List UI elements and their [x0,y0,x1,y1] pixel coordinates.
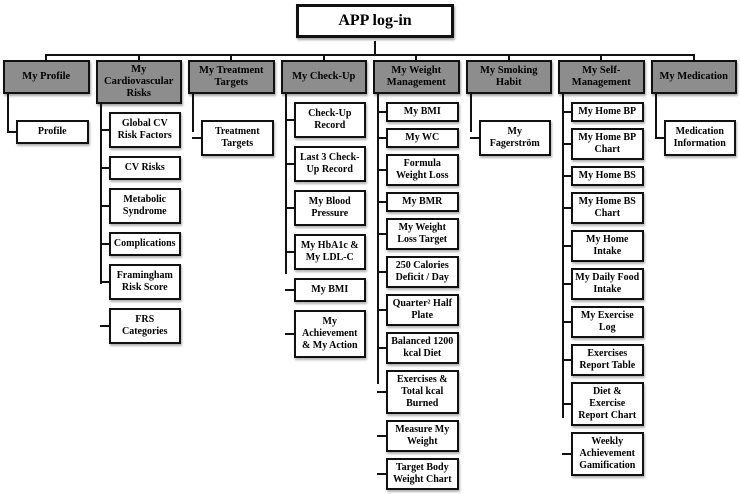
node-my-weight-management-8: Exercises & Total kcal Burned [386,370,459,414]
node-my-weight-management-4: My Weight Loss Target [386,218,459,250]
node-my-self-management-3: My Home BS Chart [571,192,644,224]
node-my-cardiovascular-risks-4: Framingham Risk Score [109,264,182,300]
node-my-self-management-9: Weekly Achievement Gamification [571,432,644,476]
header-my-profile: My Profile [3,60,90,94]
node-my-check-up-3: My HbA1c & My LDL-C [294,234,367,270]
header-my-treatment-targets: My Treatment Targets [188,60,275,94]
node-my-self-management-8: Diet & Exercise Report Chart [571,382,644,426]
header-my-cardiovascular-risks: My Cardiovascular Risks [96,60,183,104]
connector-spine [100,104,102,284]
node-my-self-management-1: My Home BP Chart [571,128,644,160]
node-my-treatment-targets-0: Treatment Targets [201,120,274,156]
branch-my-cardiovascular-risks [96,60,183,494]
node-my-profile-0: Profile [16,120,89,144]
header-my-weight-management: My Weight Management [373,60,460,94]
root-node-app-login: APP log-in [296,4,454,38]
header-my-smoking-habit: My Smoking Habit [466,60,553,94]
node-my-self-management-4: My Home Intake [571,230,644,262]
node-my-weight-management-7: Balanced 1200 kcal Diet [386,332,459,364]
node-my-self-management-0: My Home BP [571,102,644,122]
node-my-check-up-5: My Achievement & My Action [294,310,367,358]
node-my-cardiovascular-risks-5: FRS Categories [109,308,182,344]
branch-my-weight-management [373,60,460,494]
connector-spine [192,94,194,132]
connector-top-horizontal-line [46,54,694,56]
children-my-self-management [571,94,645,476]
connector-spine [655,94,657,138]
connector-spine [285,94,287,274]
node-my-weight-management-2: Formula Weight Loss [386,154,459,186]
node-my-check-up-4: My BMI [294,278,367,302]
connector-root-stub [374,41,376,55]
node-my-smoking-habit-0: My Fagerström [479,120,552,156]
node-my-medication-0: Medication Information [664,120,737,156]
children-my-weight-management [386,94,460,490]
branch-my-smoking-habit [466,60,553,494]
children-my-medication [664,94,738,156]
node-my-self-management-2: My Home BS [571,166,644,186]
connector-spine [7,94,9,132]
node-my-check-up-1: Last 3 Check-Up Record [294,146,367,182]
children-my-cardiovascular-risks [109,104,183,344]
node-my-self-management-5: My Daily Food Intake [571,268,644,300]
branch-my-medication [651,60,738,494]
header-my-medication: My Medication [651,60,738,94]
branch-columns [0,60,740,494]
header-my-check-up: My Check-Up [281,60,368,94]
node-my-weight-management-1: My WC [386,128,459,148]
node-my-weight-management-6: Quarter² Half Plate [386,294,459,326]
node-my-cardiovascular-risks-2: Metabolic Syndrome [109,188,182,224]
children-my-profile [16,94,90,144]
node-my-check-up-0: Check-Up Record [294,102,367,138]
branch-my-self-management [558,60,645,494]
branch-my-treatment-targets [188,60,275,494]
node-my-weight-management-3: My BMR [386,192,459,212]
node-my-weight-management-10: Target Body Weight Chart [386,458,459,490]
children-my-smoking-habit [479,94,553,156]
node-my-self-management-6: My Exercise Log [571,306,644,338]
connector-spine [470,94,472,132]
node-my-check-up-2: My Blood Pressure [294,190,367,226]
branch-my-profile [3,60,90,494]
node-my-cardiovascular-risks-3: Complications [109,232,182,256]
header-my-self-management: My Self-Management [558,60,645,94]
node-my-cardiovascular-risks-1: CV Risks [109,156,182,180]
node-my-weight-management-5: 250 Calories Deficit / Day [386,256,459,288]
branch-my-check-up [281,60,368,494]
node-my-cardiovascular-risks-0: Global CV Risk Factors [109,112,182,148]
node-my-weight-management-9: Measure My Weight [386,420,459,452]
children-my-check-up [294,94,368,358]
node-my-self-management-7: Exercises Report Table [571,344,644,376]
node-my-weight-management-0: My BMI [386,102,459,122]
children-my-treatment-targets [201,94,275,156]
